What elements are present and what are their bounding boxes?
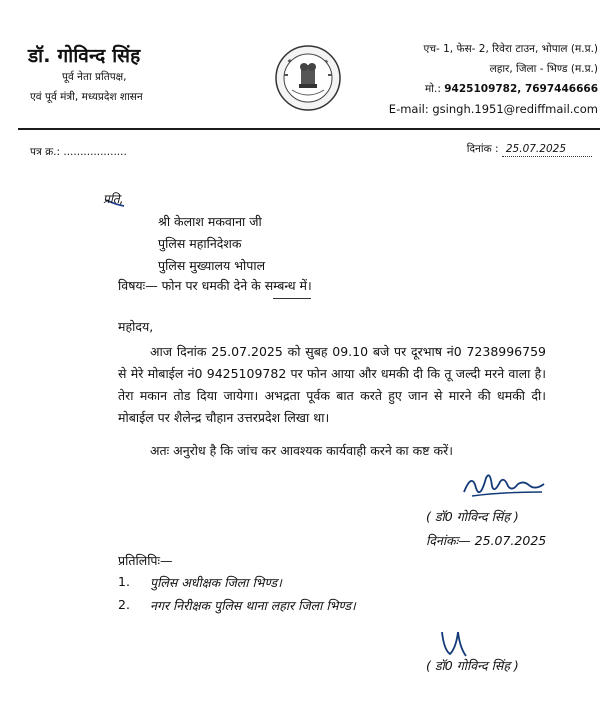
header-divider	[18, 128, 600, 130]
signature-mark	[458, 462, 550, 504]
copies-label: प्रतिलिपिः—	[118, 553, 173, 568]
recipient-designation: पुलिस महानिदेशक	[158, 236, 242, 251]
body-paragraph	[118, 341, 546, 429]
salutation: महोदय,	[118, 319, 154, 334]
mobile-line	[425, 82, 598, 96]
sender-title-line2: एवं पूर्व मंत्री, मध्यप्रदेश शासन	[30, 91, 143, 103]
copy-number: 1.	[118, 574, 130, 589]
copy-number: 2.	[118, 597, 130, 612]
signature-date: दिनांकः— 25.07.2025	[426, 533, 547, 548]
mobile-numbers: 9425109782, 7697446666	[444, 83, 598, 95]
subject-divider	[273, 298, 311, 299]
mobile-label: मो.:	[425, 83, 441, 95]
address-line1: एच- 1, फेस- 2, रिवेरा टाउन, भोपाल (म.प्र.)	[423, 43, 598, 55]
copies-signatory-name: ( डॉ0 गोविन्द सिंह )	[426, 658, 519, 673]
email-line: E-mail: gsingh.1951@rediffmail.com	[388, 102, 598, 116]
date-label: दिनांक :	[466, 143, 499, 155]
subject-line: विषयः— फोन पर धमकी देने के सम्बन्ध में।	[118, 278, 312, 293]
address-line2: लहार, जिला - भिण्ड (म.प्र.)	[489, 63, 598, 75]
recipient-name: श्री केलाश मकवाना जी	[158, 214, 262, 229]
assembly-emblem-icon	[274, 44, 342, 112]
body-paragraph-text: आज दिनांक 25.07.2025 को सुबह 09.10 बजे पर दूरभाष नं0 7238996759 से मेरे मोबाईल नं0 9425109782 पर फोन आया और धमकी दी कि तू जल्दी मरने वाला है। तेरा मकान तोड दिया जायेगा। अभद्रता पूर्वक बात करते हुए जान से मारने की धमकी दी। मोबाईल पर शैलेन्द्र चौहान उत्तरप्रदेश लिखा था।	[118, 344, 546, 425]
letter-date	[467, 142, 592, 156]
recipient-office: पुलिस मुख्यालय भोपाल	[158, 258, 266, 273]
copy-recipient: पुलिस अधीक्षक जिला भिण्ड।	[150, 575, 282, 590]
sender-title-line1: पूर्व नेता प्रतिपक्ष,	[62, 71, 127, 83]
request-line: अतः अनुरोध है कि जांच कर आवश्यक कार्यवाही करने का कष्ट करें।	[150, 443, 453, 458]
sender-name: डॉ. गोविन्द सिंह	[28, 45, 141, 67]
date-value: 25.07.2025	[502, 143, 592, 157]
signatory-name: ( डॉ0 गोविन्द सिंह )	[426, 509, 519, 524]
reference-number: पत्र क्र.: ...................	[30, 146, 127, 158]
prati-label: प्रति,	[103, 192, 124, 206]
copy-recipient: नगर निरीक्षक पुलिस थाना लहार जिला भिण्ड।	[150, 598, 356, 613]
